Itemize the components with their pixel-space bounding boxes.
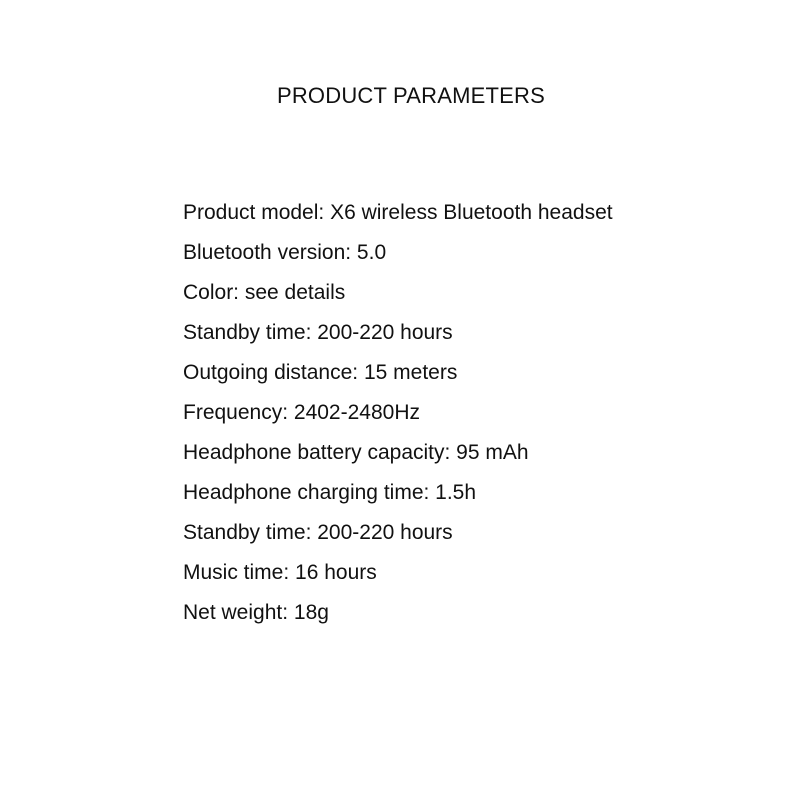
parameter-battery-capacity: Headphone battery capacity: 95 mAh [183, 441, 529, 464]
parameter-product-model: Product model: X6 wireless Bluetooth headset [183, 201, 613, 224]
parameter-standby-time-2: Standby time: 200-220 hours [183, 521, 453, 544]
parameter-music-time: Music time: 16 hours [183, 561, 377, 584]
parameter-standby-time: Standby time: 200-220 hours [183, 321, 453, 344]
parameter-outgoing-distance: Outgoing distance: 15 meters [183, 361, 458, 384]
page-title: PRODUCT PARAMETERS [276, 83, 546, 108]
parameter-bluetooth-version: Bluetooth version: 5.0 [183, 241, 387, 264]
parameter-frequency: Frequency: 2402-2480Hz [183, 401, 420, 424]
parameter-charging-time: Headphone charging time: 1.5h [183, 481, 477, 504]
parameter-net-weight: Net weight: 18g [183, 601, 329, 624]
parameter-list [183, 193, 613, 633]
parameter-color: Color: see details [183, 281, 346, 304]
